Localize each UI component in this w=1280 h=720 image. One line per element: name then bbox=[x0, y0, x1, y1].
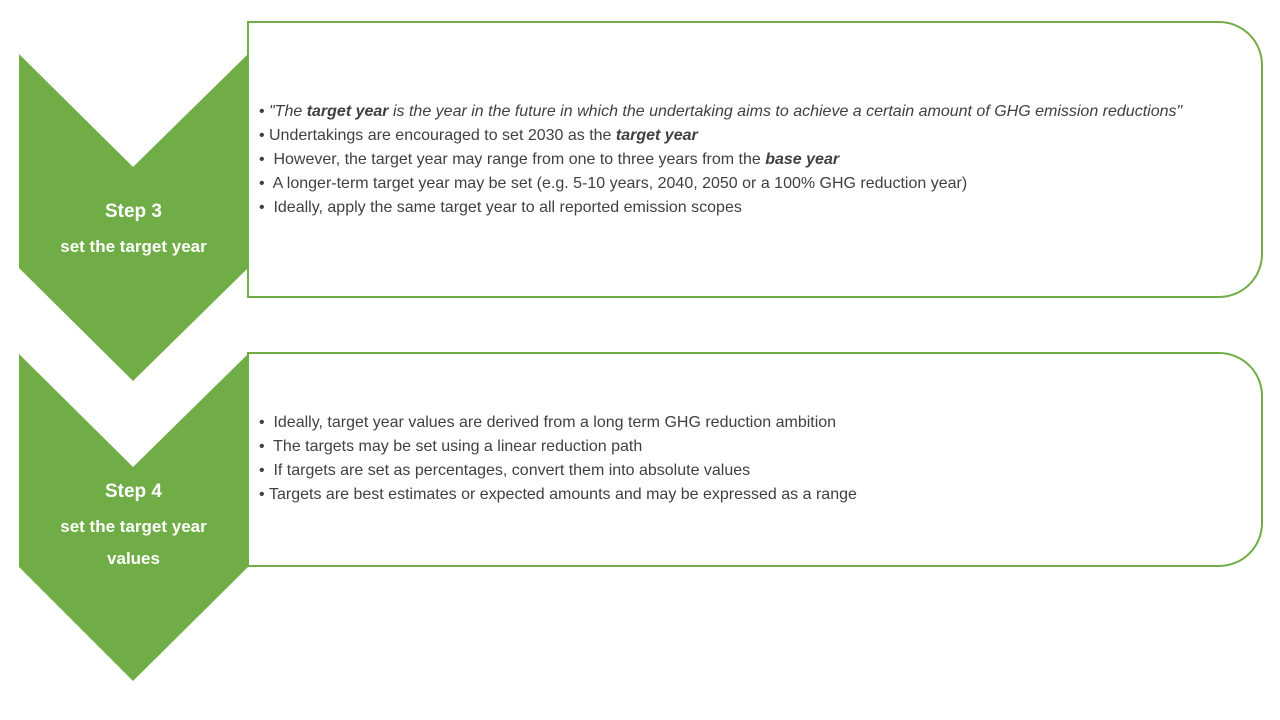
bullet-emphasis: target year bbox=[615, 127, 698, 144]
bullet-item bbox=[259, 100, 1251, 124]
bullet-text: "The bbox=[269, 103, 307, 120]
bullet-text: The targets may be set using a linear reduction path bbox=[269, 438, 643, 455]
bullet-item bbox=[259, 148, 1251, 172]
bullet-dot-icon: • bbox=[259, 127, 265, 144]
step-3-subtitle-line: set the target year bbox=[60, 237, 207, 256]
bullet-text: If targets are set as percentages, convert them into absolute values bbox=[269, 462, 751, 479]
bullet-text: A longer-term target year may be set (e.g. 5-10 years, 2040, 2050 or a 100% GHG reduction year) bbox=[269, 175, 968, 192]
bullet-dot-icon: • bbox=[259, 414, 265, 431]
bullet-text: Ideally, apply the same target year to all reported emission scopes bbox=[269, 199, 742, 216]
bullet-dot-icon: • bbox=[259, 438, 265, 455]
step-3-label bbox=[19, 201, 248, 263]
bullet-item bbox=[259, 459, 1251, 483]
bullet-text: Targets are best estimates or expected amounts and may be expressed as a range bbox=[269, 486, 857, 503]
bullet-dot-icon: • bbox=[259, 462, 265, 479]
bullet-text: is the year in the future in which the undertaking aims to achieve a certain amount of GHG emission reductions" bbox=[388, 103, 1183, 120]
step-4-panel bbox=[247, 352, 1263, 567]
bullet-item bbox=[259, 124, 1251, 148]
step-3-panel bbox=[247, 21, 1263, 298]
bullet-text: However, the target year may range from one to three years from the bbox=[269, 151, 766, 168]
bullet-dot-icon: • bbox=[259, 199, 265, 216]
step-3-title: Step 3 bbox=[104, 201, 163, 222]
bullet-dot-icon: • bbox=[259, 486, 265, 503]
bullet-text bbox=[765, 151, 839, 168]
bullet-text bbox=[307, 103, 389, 120]
step-4-label bbox=[19, 481, 248, 575]
bullet-dot-icon: • bbox=[259, 151, 265, 168]
bullet-dot-icon: • bbox=[259, 175, 265, 192]
step-4-subtitle-line: set the target year bbox=[60, 517, 207, 536]
bullet-text: Undertakings are encouraged to set 2030 as the bbox=[269, 127, 616, 144]
step-4-title: Step 4 bbox=[104, 481, 163, 502]
bullet-emphasis: target year bbox=[306, 103, 389, 120]
step-4-subtitle-line: values bbox=[107, 549, 160, 568]
step-4-bullet-list bbox=[259, 411, 1251, 507]
bullet-item bbox=[259, 435, 1251, 459]
bullet-dot-icon: • bbox=[259, 103, 265, 120]
bullet-emphasis: base year bbox=[765, 151, 840, 168]
bullet-item bbox=[259, 196, 1251, 220]
bullet-item bbox=[259, 483, 1251, 507]
bullet-text bbox=[616, 127, 698, 144]
bullet-item bbox=[259, 411, 1251, 435]
step-3-bullet-list bbox=[259, 100, 1251, 220]
bullet-item bbox=[259, 172, 1251, 196]
bullet-text: Ideally, target year values are derived from a long term GHG reduction ambition bbox=[269, 414, 837, 431]
